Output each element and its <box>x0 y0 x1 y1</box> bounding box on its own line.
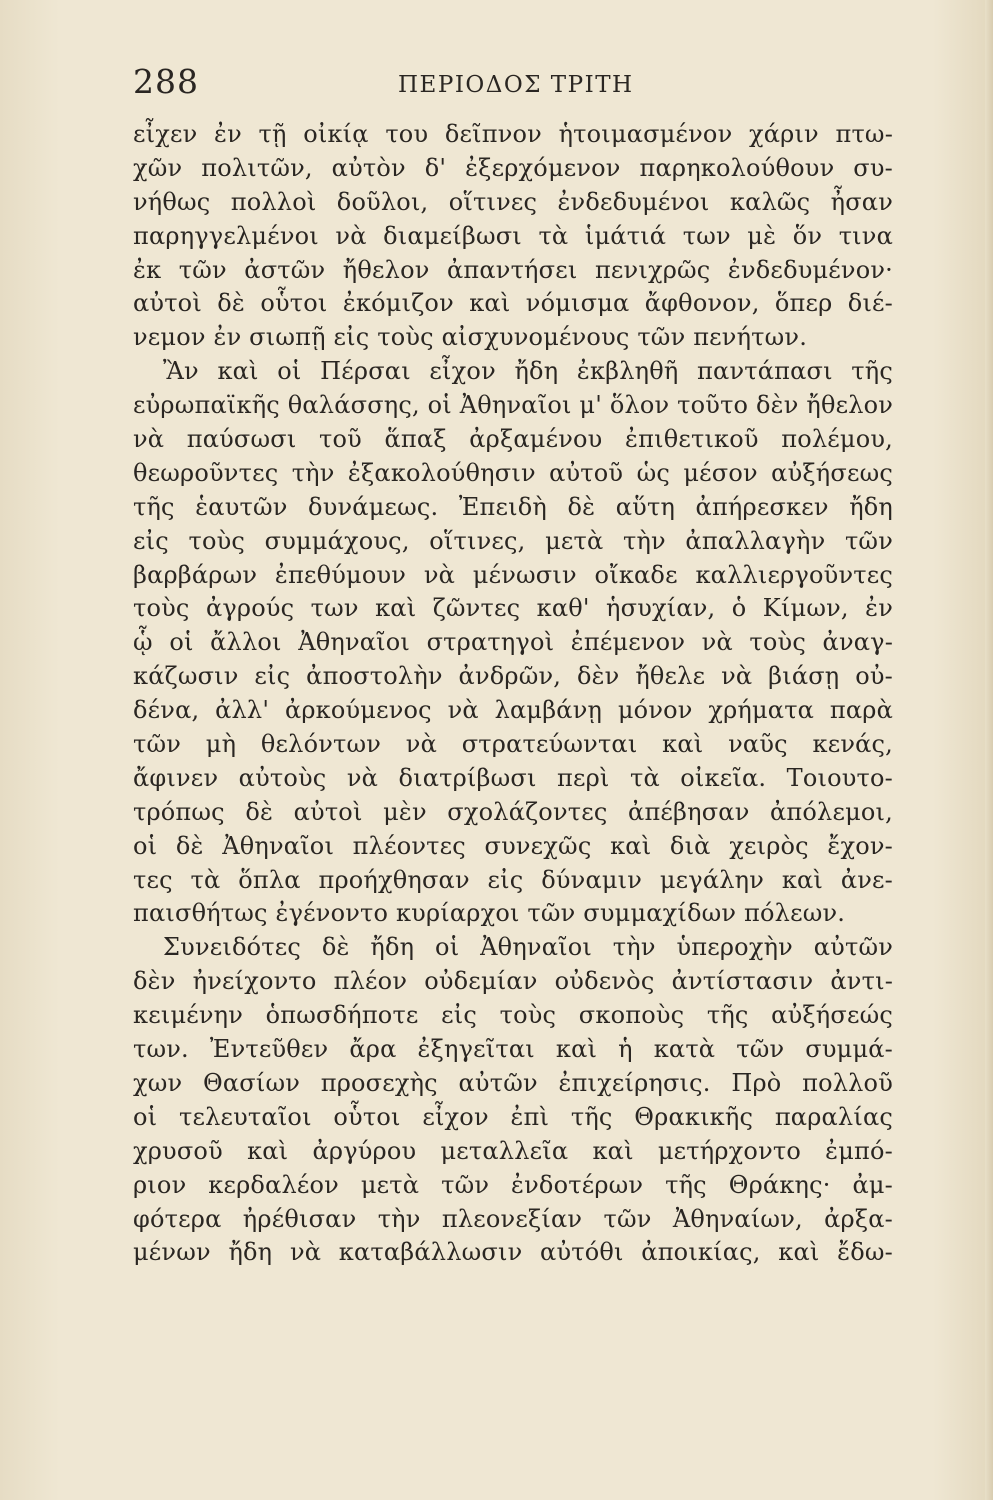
running-title: ΠΕΡΙΟΔΟΣ ΤΡΙΤΗ <box>398 72 634 98</box>
text-line: δένα, ἀλλ' ἀρκούμενος νὰ λαμβάνῃ μόνον χρήματα παρὰ <box>133 696 893 725</box>
text-line: παισθήτως ἐγένοντο κυρίαρχοι τῶν συμμαχίδων πόλεων. <box>133 899 846 928</box>
text-line: τῶν μὴ θελόντων νὰ στρατεύωνται καὶ ναῦς κενάς, <box>133 730 893 759</box>
text-line: χῶν πολιτῶν, αὐτὸν δ' ἐξερχόμενον παρηκολούθουν συ- <box>133 153 893 182</box>
text-line: Ἂν καὶ οἱ Πέρσαι εἶχον ἤδη ἐκβληθῆ παντάπασι τῆς <box>163 357 893 386</box>
page-header <box>133 62 893 112</box>
text-line: χρυσοῦ καὶ ἀργύρου μεταλλεῖα καὶ μετήρχοντο ἐμπό- <box>133 1136 893 1165</box>
text-line: μένων ἤδη νὰ καταβάλλωσιν αὐτόθι ἀποικίας, καὶ ἔδω- <box>133 1238 893 1267</box>
body-text <box>133 118 893 1270</box>
text-line: ριον κερδαλέον μετὰ τῶν ἐνδοτέρων τῆς Θράκης· ἀμ- <box>133 1170 893 1199</box>
text-line: εἰς τοὺς συμμάχους, οἵτινες, μετὰ τὴν ἀπαλλαγὴν τῶν <box>133 526 893 555</box>
text-line: βαρβάρων ἐπεθύμουν νὰ μένωσιν οἴκαδε καλλιεργοῦντες <box>133 560 893 589</box>
text-line: αὐτοὶ δὲ οὗτοι ἐκόμιζον καὶ νόμισμα ἄφθονον, ὅπερ διέ- <box>133 289 893 318</box>
page-number: 288 <box>133 62 199 101</box>
text-line: παρηγγελμένοι νὰ διαμείβωσι τὰ ἱμάτιά των μὲ ὅν τινα <box>133 221 893 250</box>
text-line: τῆς ἑαυτῶν δυνάμεως. Ἐπειδὴ δὲ αὕτη ἀπήρεσκεν ἤδη <box>133 492 893 521</box>
text-line: νὰ παύσωσι τοῦ ἅπαξ ἀρξαμένου ἐπιθετικοῦ πολέμου, <box>133 425 893 454</box>
text-line: φότερα ἠρέθισαν τὴν πλεονεξίαν τῶν Ἀθηναίων, ἀρξα- <box>133 1204 893 1233</box>
text-line: των. Ἐντεῦθεν ἄρα ἐξηγεῖται καὶ ἡ κατὰ τῶν συμμά- <box>133 1035 893 1064</box>
text-line: δὲν ἠνείχοντο πλέον οὐδεμίαν οὐδενὸς ἀντίστασιν ἀντι- <box>133 967 893 996</box>
text-line: ἄφινεν αὐτοὺς νὰ διατρίβωσι περὶ τὰ οἰκεῖα. Τοιουτο- <box>133 763 893 792</box>
text-line: οἱ δὲ Ἀθηναῖοι πλέοντες συνεχῶς καὶ διὰ χειρὸς ἔχον- <box>133 831 893 860</box>
text-line: κάζωσιν εἰς ἀποστολὴν ἀνδρῶν, δὲν ἤθελε νὰ βιάσῃ οὐ- <box>133 662 893 691</box>
text-line: νεμον ἐν σιωπῇ εἰς τοὺς αἰσχυνομένους τῶν πενήτων. <box>133 323 808 352</box>
text-line: οἱ τελευταῖοι οὗτοι εἶχον ἐπὶ τῆς Θρακικῆς παραλίας <box>133 1102 893 1131</box>
text-line: Συνειδότες δὲ ἤδη οἱ Ἀθηναῖοι τὴν ὑπεροχὴν αὐτῶν <box>163 933 893 962</box>
text-line: τοὺς ἀγρούς των καὶ ζῶντες καθ' ἡσυχίαν, ὁ Κίμων, ἐν <box>133 594 893 623</box>
text-line: τρόπως δὲ αὐτοὶ μὲν σχολάζοντες ἀπέβησαν ἀπόλεμοι, <box>133 797 893 826</box>
text-line: χων Θασίων προσεχὴς αὐτῶν ἐπιχείρησις. Πρὸ πολλοῦ <box>133 1068 893 1097</box>
text-line: εὐρωπαϊκῆς θαλάσσης, οἱ Ἀθηναῖοι μ' ὅλον τοῦτο δὲν ἤθελον <box>133 391 894 420</box>
text-line: τες τὰ ὅπλα προήχθησαν εἰς δύναμιν μεγάλην καὶ ἀνε- <box>133 865 893 894</box>
text-line: νήθως πολλοὶ δοῦλοι, οἵτινες ἐνδεδυμένοι καλῶς ἦσαν <box>133 187 893 216</box>
text-line: ᾧ οἱ ἄλλοι Ἀθηναῖοι στρατηγοὶ ἐπέμενον νὰ τοὺς ἀναγ- <box>133 628 893 657</box>
text-line: κειμένην ὁπωσδήποτε εἰς τοὺς σκοποὺς τῆς αὐξήσεώς <box>133 1001 893 1030</box>
text-line: θεωροῦντες τὴν ἐξακολούθησιν αὐτοῦ ὡς μέσον αὐξήσεως <box>133 458 893 487</box>
text-line: ἐκ τῶν ἀστῶν ἤθελον ἀπαντήσει πενιχρῶς ἐνδεδυμένον· <box>133 255 893 284</box>
text-line: εἶχεν ἐν τῇ οἰκίᾳ του δεῖπνον ἡτοιμασμένον χάριν πτω- <box>133 120 893 148</box>
page-edge <box>985 0 993 1500</box>
